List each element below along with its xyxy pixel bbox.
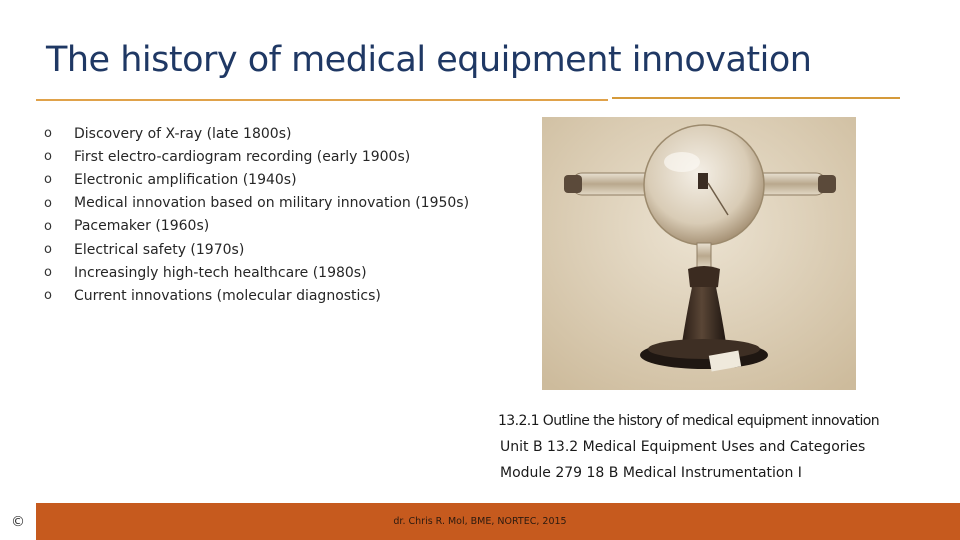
- stand-collar: [688, 266, 720, 289]
- bullet-marker: o: [44, 149, 52, 165]
- list-item: [44, 168, 469, 191]
- unit-line: Unit B 13.2 Medical Equipment Uses and Categories: [500, 439, 866, 455]
- title-divider-left: [36, 99, 608, 101]
- bullet-marker: o: [44, 218, 52, 234]
- bullet-text: Increasingly high-tech healthcare (1980s): [74, 264, 367, 281]
- copyright-icon: ©: [0, 503, 36, 540]
- list-item: [44, 215, 469, 238]
- bullet-marker: o: [44, 242, 52, 258]
- bullet-text: Electronic amplification (1940s): [74, 171, 297, 188]
- bullet-marker: o: [44, 288, 52, 304]
- bullet-text: Current innovations (molecular diagnostics): [74, 287, 381, 304]
- bullet-marker: o: [44, 126, 52, 142]
- list-item: [44, 122, 469, 145]
- bullet-text: First electro-cardiogram recording (early 1900s): [74, 148, 411, 165]
- anode-target: [698, 173, 708, 189]
- bullet-list: [44, 122, 469, 308]
- list-item: [44, 145, 469, 168]
- module-line: Module 279 18 B Medical Instrumentation I: [500, 465, 802, 481]
- bullet-text: Medical innovation based on military innovation (1950s): [74, 195, 470, 212]
- bullet-text: Discovery of X-ray (late 1800s): [74, 125, 292, 142]
- objective-line: 13.2.1 Outline the history of medical equipment innovation: [498, 413, 879, 429]
- right-electrode-cap: [818, 175, 836, 193]
- tube-neck: [697, 243, 711, 269]
- left-electrode-cap: [564, 175, 582, 193]
- bullet-marker: o: [44, 172, 52, 188]
- slide-title: The history of medical equipment innovation: [46, 40, 812, 80]
- bullet-marker: o: [44, 195, 52, 211]
- author-credit: dr. Chris R. Mol, BME, NORTEC, 2015: [393, 516, 567, 527]
- xray-tube-illustration: [542, 117, 856, 390]
- bullet-text: Pacemaker (1960s): [74, 218, 210, 235]
- xray-tube-photo: [542, 117, 856, 390]
- title-divider-right: [612, 97, 900, 99]
- list-item: [44, 284, 469, 307]
- footer-bar: [0, 503, 960, 540]
- list-item: [44, 261, 469, 284]
- bullet-marker: o: [44, 265, 52, 281]
- course-reference: [490, 408, 930, 486]
- list-item: [44, 238, 469, 261]
- list-item: [44, 192, 469, 215]
- bullet-text: Electrical safety (1970s): [74, 241, 245, 258]
